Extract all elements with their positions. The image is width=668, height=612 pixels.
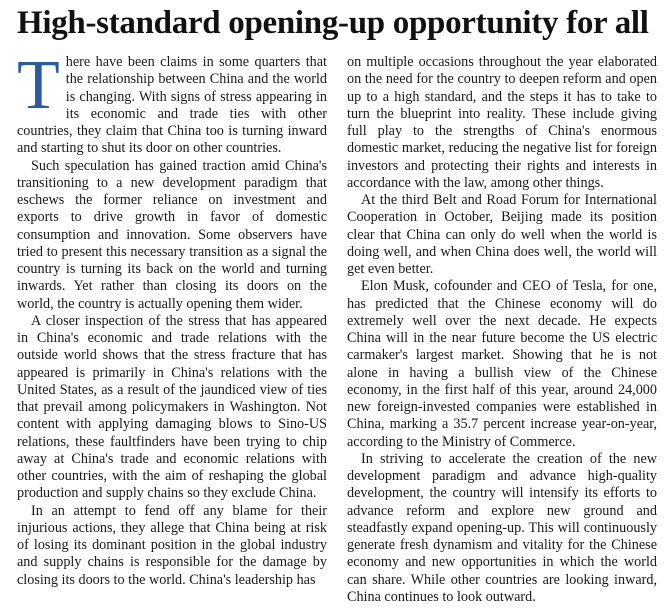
paragraph-1-text: here have been claims in some quarters that the relationship between China and the world is changing. With signs of stress appearing in its economic and trade ties with other countries, they claim that China too is turning inward and starting to shut its door on other countries. bbox=[17, 54, 327, 157]
drop-cap: T bbox=[17, 47, 60, 124]
column-left bbox=[17, 47, 327, 606]
headline: High-standard opening-up opportunity for all bbox=[17, 5, 649, 41]
paragraph-4-end: on multiple occasions throughout the year elaborated on the need for the country to deepen reform and open up to a high standard, and the steps it has to take to turn the blueprint into reality. These include giving full play to the strengths of China's enormous domestic market, reducing the negative list for foreign investors and protecting their rights and interests in accordance with the law, among other things. bbox=[347, 54, 657, 191]
paragraph-7: In striving to accelerate the creation of the new development paradigm and advance high-quality development, the country will intensify its efforts to advance reform and explore new ground and steadfastly expand opening-up. This will continuously generate fresh dynamism and vitality for the Chinese economy and new opportunities in which the world can share. While other countries are looking inward, China continues to look outward. bbox=[347, 450, 657, 605]
paragraph-5: At the third Belt and Road Forum for International Cooperation in October, Beijing made its position clear that China can only do well when the world is doing well, and when China does well, the world will get even better. bbox=[347, 192, 657, 277]
article-columns bbox=[17, 47, 658, 606]
column-right bbox=[347, 54, 657, 606]
paragraph-2: Such speculation has gained traction amid China's transitioning to a new development paradigm that eschews the former reliance on investment and exports to drive growth in favor of domestic consumption and innovation. Some observers have tried to present this necessary transition as a signal the country is turning its back on the world and turning inwards. Yet rather than closing its doors on the world, the country is actually opening them wider. bbox=[17, 157, 327, 312]
paragraph-4-start: In an attempt to fend off any blame for their injurious actions, they allege that China being at risk of losing its dominant position in the global industry and supply chains is responsible for the damage by closing its doors to the world. China's leadership has bbox=[17, 502, 327, 588]
paragraph-6: Elon Musk, cofounder and CEO of Tesla, for one, has predicted that the Chinese economy will do extremely well over the next decade. He expects China will in the near future become the US electric carmaker's largest market. Showing that he is not alone in having a bullish view of the Chinese economy, in the first half of this year, around 24,000 new foreign-invested companies were established in China, marking a 35.7 percent increase year-on-year, according to the Ministry of Commerce. bbox=[347, 278, 657, 450]
paragraph-3: A closer inspection of the stress that has appeared in China's economic and trade relations with the outside world shows that the stress fracture that has appeared is primarily in China's relations with the United States, as a result of the jaundiced view of ties that prevail among policymakers in Washington. Not content with applying damaging blows to Sino-US relations, these faultfinders have been trying to chip away at China's trade and economic relations with other countries, with the aim of reshaping the global production and supply chains so they exclude China. bbox=[17, 312, 327, 502]
paragraph-1 bbox=[17, 47, 327, 158]
